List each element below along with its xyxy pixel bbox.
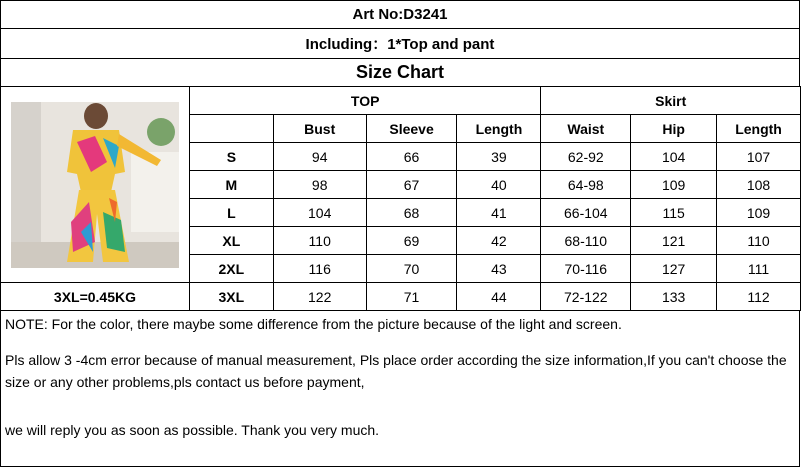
waist-value: 72-122 — [541, 283, 631, 311]
bust-value: 98 — [273, 171, 366, 199]
size-label: M — [189, 171, 273, 199]
product-photo-cell — [1, 87, 190, 283]
top-length-value: 40 — [457, 171, 541, 199]
skirt-length-value: 112 — [717, 283, 801, 311]
skirt-length-value: 107 — [717, 143, 801, 171]
col-top-length: Length — [457, 115, 541, 143]
waist-value: 66-104 — [541, 199, 631, 227]
hip-value: 121 — [631, 227, 717, 255]
weight-label: 3XL=0.45KG — [1, 283, 190, 311]
top-length-value: 43 — [457, 255, 541, 283]
skirt-length-value: 110 — [717, 227, 801, 255]
hip-value: 109 — [631, 171, 717, 199]
bust-value: 110 — [273, 227, 366, 255]
note-reply: we will reply you as soon as possible. Thank you very much. — [5, 422, 380, 438]
col-sleeve: Sleeve — [366, 115, 457, 143]
size-table — [0, 86, 801, 311]
col-waist: Waist — [541, 115, 631, 143]
sleeve-value: 71 — [366, 283, 457, 311]
hip-value: 115 — [631, 199, 717, 227]
chart-title: Size Chart — [0, 58, 800, 87]
bust-value: 116 — [273, 255, 366, 283]
sleeve-value: 66 — [366, 143, 457, 171]
size-column-header — [189, 115, 273, 143]
sleeve-value: 67 — [366, 171, 457, 199]
waist-value: 62-92 — [541, 143, 631, 171]
skirt-length-value: 111 — [717, 255, 801, 283]
notes-box — [0, 310, 800, 467]
sleeve-value: 70 — [366, 255, 457, 283]
col-skirt-length: Length — [717, 115, 801, 143]
size-label: S — [189, 143, 273, 171]
bust-value: 122 — [273, 283, 366, 311]
product-photo — [11, 102, 179, 268]
top-section-header: TOP — [189, 87, 540, 115]
table-row — [1, 283, 801, 311]
size-label: XL — [189, 227, 273, 255]
hip-value: 133 — [631, 283, 717, 311]
skirt-length-value: 109 — [717, 199, 801, 227]
size-label: 2XL — [189, 255, 273, 283]
skirt-length-value: 108 — [717, 171, 801, 199]
col-bust: Bust — [273, 115, 366, 143]
top-length-value: 41 — [457, 199, 541, 227]
col-hip: Hip — [631, 115, 717, 143]
bust-value: 94 — [273, 143, 366, 171]
skirt-section-header: Skirt — [541, 87, 801, 115]
note-color: NOTE: For the color, there maybe some difference from the picture because of the light and screen. — [5, 316, 622, 332]
top-length-value: 44 — [457, 283, 541, 311]
top-length-value: 42 — [457, 227, 541, 255]
sleeve-value: 68 — [366, 199, 457, 227]
size-label: L — [189, 199, 273, 227]
waist-value: 64-98 — [541, 171, 631, 199]
sleeve-value: 69 — [366, 227, 457, 255]
art-number: Art No:D3241 — [0, 0, 800, 29]
size-label: 3XL — [189, 283, 273, 311]
hip-value: 127 — [631, 255, 717, 283]
hip-value: 104 — [631, 143, 717, 171]
note-measurement: Pls allow 3 -4cm error because of manual measurement, Pls place order according the size information,If you can't choose the size or any other problems,pls contact us before payment, — [5, 352, 787, 390]
bust-value: 104 — [273, 199, 366, 227]
including-line: Including：1*Top and pant — [0, 28, 800, 59]
waist-value: 68-110 — [541, 227, 631, 255]
top-length-value: 39 — [457, 143, 541, 171]
waist-value: 70-116 — [541, 255, 631, 283]
